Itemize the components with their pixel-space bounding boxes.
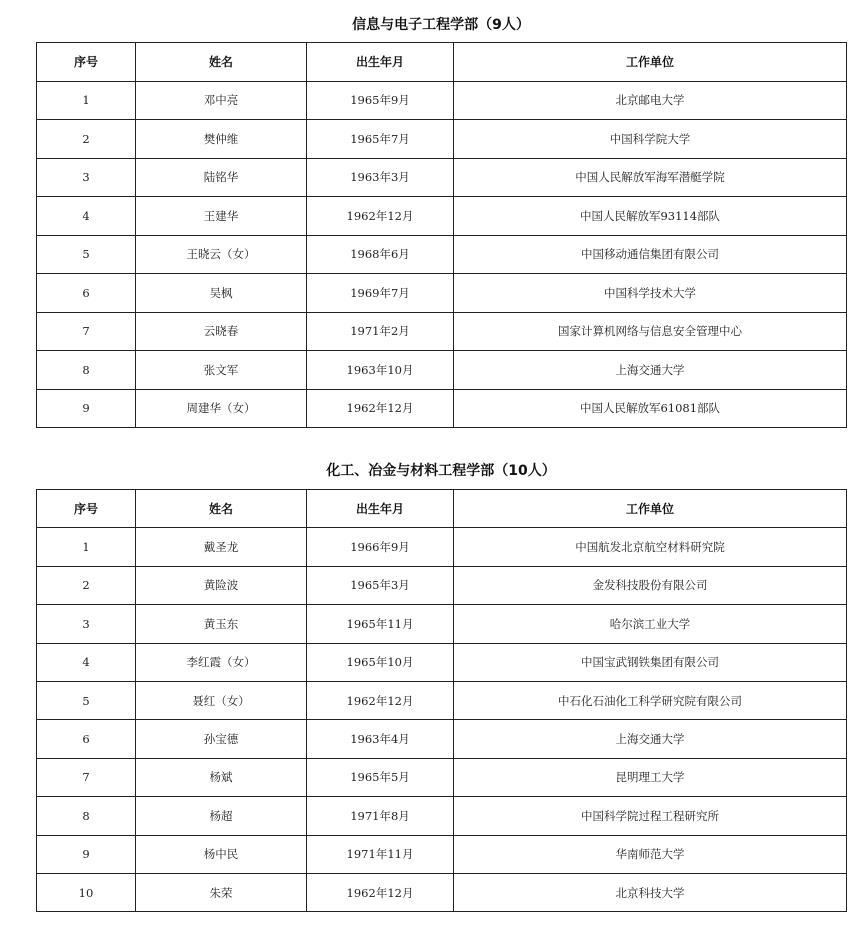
cell-index: 7 — [37, 312, 136, 351]
cell-index: 2 — [37, 120, 136, 159]
header-index: 序号 — [37, 43, 136, 82]
cell-name: 聂红（女） — [136, 681, 307, 719]
cell-birth: 1971年11月 — [307, 835, 454, 873]
cell-birth: 1962年12月 — [307, 873, 454, 911]
table-row — [37, 528, 847, 566]
table-row — [37, 197, 847, 236]
cell-workplace: 中国宝武钢铁集团有限公司 — [454, 643, 847, 681]
cell-index: 6 — [37, 720, 136, 758]
cell-birth: 1966年9月 — [307, 528, 454, 566]
cell-birth: 1965年11月 — [307, 605, 454, 643]
cell-index: 6 — [37, 274, 136, 313]
cell-workplace: 中国移动通信集团有限公司 — [454, 235, 847, 274]
table-row — [37, 389, 847, 428]
cell-name: 孙宝德 — [136, 720, 307, 758]
table-row — [37, 797, 847, 835]
cell-birth: 1965年9月 — [307, 81, 454, 120]
table-row — [37, 720, 847, 758]
members-table — [36, 489, 847, 912]
cell-workplace: 国家计算机网络与信息安全管理中心 — [454, 312, 847, 351]
cell-birth: 1971年2月 — [307, 312, 454, 351]
header-index: 序号 — [37, 490, 136, 528]
cell-name: 朱荣 — [136, 873, 307, 911]
cell-workplace: 中国航发北京航空材料研究院 — [454, 528, 847, 566]
cell-workplace: 中国科学院过程工程研究所 — [454, 797, 847, 835]
cell-birth: 1962年12月 — [307, 681, 454, 719]
cell-name: 邓中亮 — [136, 81, 307, 120]
cell-name: 周建华（女） — [136, 389, 307, 428]
table-row — [37, 566, 847, 604]
cell-birth: 1963年4月 — [307, 720, 454, 758]
cell-name: 戴圣龙 — [136, 528, 307, 566]
cell-index: 1 — [37, 528, 136, 566]
cell-name: 云晓春 — [136, 312, 307, 351]
header-name: 姓名 — [136, 490, 307, 528]
cell-birth: 1965年10月 — [307, 643, 454, 681]
cell-workplace: 昆明理工大学 — [454, 758, 847, 796]
cell-name: 吴枫 — [136, 274, 307, 313]
cell-name: 王晓云（女） — [136, 235, 307, 274]
cell-birth: 1962年12月 — [307, 389, 454, 428]
cell-index: 10 — [37, 873, 136, 911]
cell-index: 5 — [37, 235, 136, 274]
cell-index: 9 — [37, 835, 136, 873]
cell-index: 3 — [37, 605, 136, 643]
cell-name: 黄玉东 — [136, 605, 307, 643]
table-row — [37, 312, 847, 351]
table-row — [37, 235, 847, 274]
cell-workplace: 中国人民解放军93114部队 — [454, 197, 847, 236]
table-row — [37, 274, 847, 313]
cell-name: 杨超 — [136, 797, 307, 835]
cell-index: 4 — [37, 643, 136, 681]
cell-index: 4 — [37, 197, 136, 236]
header-workplace: 工作单位 — [454, 43, 847, 82]
cell-name: 李红霞（女） — [136, 643, 307, 681]
table-row — [37, 873, 847, 911]
cell-birth: 1969年7月 — [307, 274, 454, 313]
cell-birth: 1963年10月 — [307, 351, 454, 390]
cell-name: 黄险波 — [136, 566, 307, 604]
cell-index: 8 — [37, 797, 136, 835]
cell-workplace: 金发科技股份有限公司 — [454, 566, 847, 604]
cell-index: 2 — [37, 566, 136, 604]
cell-index: 7 — [37, 758, 136, 796]
section-title: 化工、冶金与材料工程学部（10人） — [326, 463, 556, 479]
cell-workplace: 华南师范大学 — [454, 835, 847, 873]
cell-workplace: 上海交通大学 — [454, 351, 847, 390]
cell-birth: 1963年3月 — [307, 158, 454, 197]
cell-workplace: 哈尔滨工业大学 — [454, 605, 847, 643]
cell-index: 3 — [37, 158, 136, 197]
cell-name: 陆铭华 — [136, 158, 307, 197]
cell-workplace: 中国科学院大学 — [454, 120, 847, 159]
table-row — [37, 158, 847, 197]
cell-workplace: 中国人民解放军61081部队 — [454, 389, 847, 428]
table-row — [37, 120, 847, 159]
section-title: 信息与电子工程学部（9人） — [352, 17, 530, 33]
cell-workplace: 北京科技大学 — [454, 873, 847, 911]
header-birth: 出生年月 — [307, 43, 454, 82]
members-table — [36, 42, 847, 428]
header-name: 姓名 — [136, 43, 307, 82]
cell-workplace: 中石化石油化工科学研究院有限公司 — [454, 681, 847, 719]
table-row — [37, 835, 847, 873]
cell-index: 8 — [37, 351, 136, 390]
table-row — [37, 681, 847, 719]
cell-index: 5 — [37, 681, 136, 719]
cell-name: 杨中民 — [136, 835, 307, 873]
cell-birth: 1965年5月 — [307, 758, 454, 796]
cell-workplace: 上海交通大学 — [454, 720, 847, 758]
cell-birth: 1971年8月 — [307, 797, 454, 835]
cell-name: 张文军 — [136, 351, 307, 390]
table-header-row — [37, 43, 847, 82]
cell-workplace: 北京邮电大学 — [454, 81, 847, 120]
cell-birth: 1968年6月 — [307, 235, 454, 274]
cell-index: 9 — [37, 389, 136, 428]
table-row — [37, 605, 847, 643]
cell-name: 王建华 — [136, 197, 307, 236]
table-row — [37, 643, 847, 681]
header-workplace: 工作单位 — [454, 490, 847, 528]
table-row — [37, 758, 847, 796]
cell-workplace: 中国科学技术大学 — [454, 274, 847, 313]
cell-birth: 1965年3月 — [307, 566, 454, 604]
table-row — [37, 351, 847, 390]
cell-workplace: 中国人民解放军海军潜艇学院 — [454, 158, 847, 197]
cell-birth: 1962年12月 — [307, 197, 454, 236]
cell-birth: 1965年7月 — [307, 120, 454, 159]
cell-name: 杨斌 — [136, 758, 307, 796]
cell-index: 1 — [37, 81, 136, 120]
table-header-row — [37, 490, 847, 528]
table-row — [37, 81, 847, 120]
header-birth: 出生年月 — [307, 490, 454, 528]
cell-name: 樊仲维 — [136, 120, 307, 159]
